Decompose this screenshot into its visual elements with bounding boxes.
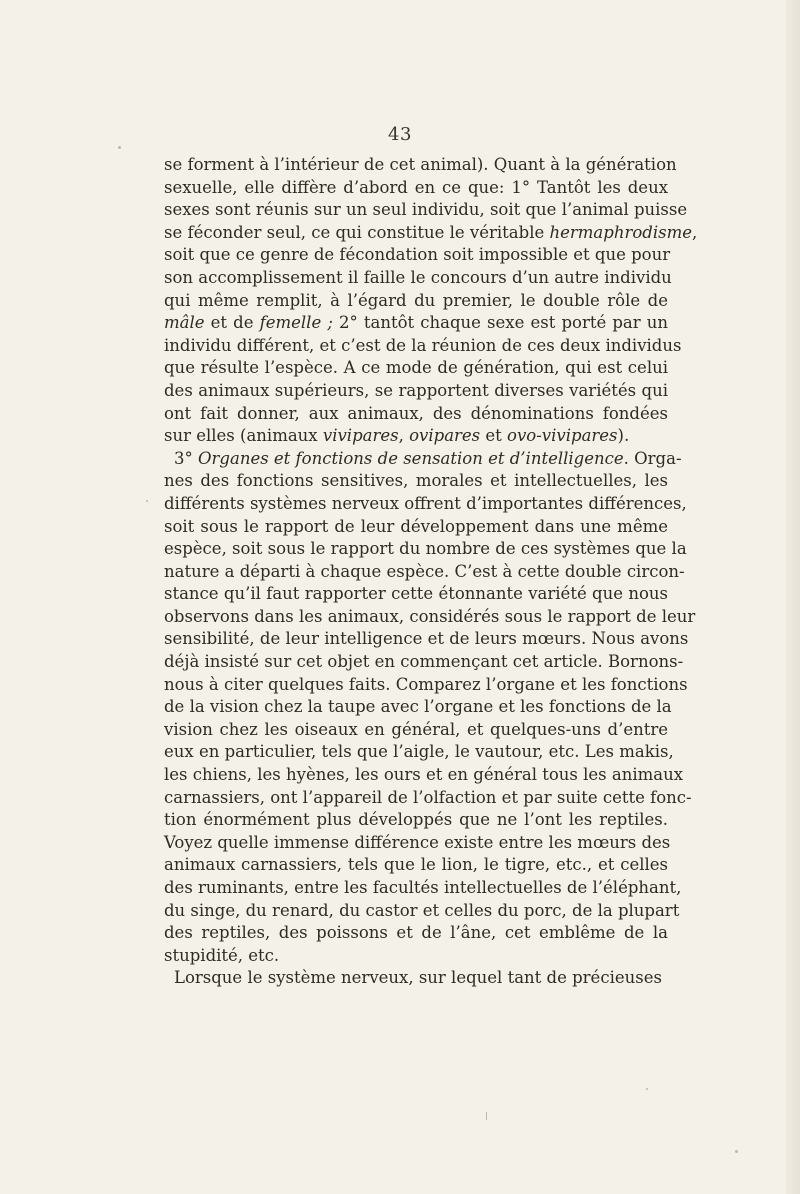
text-line xyxy=(164,199,688,222)
text-line xyxy=(164,922,668,945)
text-line xyxy=(164,561,685,584)
text-run: animaux carnassiers, tels que le lion, le tigre, etc., et celles xyxy=(164,855,668,875)
text-line xyxy=(164,357,668,380)
text-run: des reptiles, des poissons et de l’âne, cet emblême de la xyxy=(164,923,668,943)
text-line xyxy=(164,154,677,177)
text-run: des ruminants, entre les facultés intellectuelles de l’éléphant, xyxy=(164,878,682,897)
text-run: se féconder seul, ce qui constitue le véritable xyxy=(164,222,550,242)
text-line xyxy=(164,493,687,516)
text-run: carnassiers, ont l’appareil de l’olfaction et par suite cette fonc- xyxy=(164,787,692,807)
text-run: des animaux supérieurs, se rapportent diverses variétés qui xyxy=(164,380,668,400)
text-run: stance qu’il faut rapporter cette étonnante variété que nous xyxy=(164,584,668,604)
text-run: . Orga- xyxy=(623,448,682,468)
text-line xyxy=(164,516,668,539)
text-run: sexes sont réunis sur un seul individu, soit que l’animal puisse xyxy=(164,200,688,220)
text-run: nes des fonctions sensitives, morales et intellectuelles, les xyxy=(164,471,668,491)
italic-text: ovipares xyxy=(409,426,481,446)
scan-speck xyxy=(486,1112,487,1120)
text-line xyxy=(164,696,672,719)
text-run: ont fait donner, aux animaux, des dénominations fondées xyxy=(164,403,668,423)
text-run: que résulte l’espèce. A ce mode de génération, qui est celui xyxy=(164,358,668,378)
text-line xyxy=(164,628,689,651)
page-number: 43 xyxy=(388,124,412,145)
text-run: ). xyxy=(617,426,630,446)
text-line xyxy=(164,448,682,471)
text-run: sensibilité, de leur intelligence et de leurs mœurs. Nous avons xyxy=(164,629,689,649)
text-line xyxy=(164,719,668,742)
text-run: nature a départi à chaque espèce. C’est à cette double circon- xyxy=(164,561,685,581)
text-run: différents systèmes nerveux offrent d’importantes différences, xyxy=(164,493,687,513)
text-run: tion énormément plus développés que ne l’ont les reptiles. xyxy=(164,810,668,830)
text-run: son accomplissement il faille le concours d’un autre individu xyxy=(164,267,672,287)
text-line xyxy=(164,809,668,832)
text-run: nous à citer quelques faits. Comparez l’organe et les fonctions xyxy=(164,674,688,694)
text-line xyxy=(164,900,680,923)
text-run: stupidité, etc. xyxy=(164,945,280,965)
scan-speck xyxy=(118,146,121,149)
scan-speck xyxy=(146,500,148,502)
text-line xyxy=(164,403,668,426)
text-line xyxy=(164,945,668,968)
text-run: observons dans les animaux, considérés sous le rapport de leur xyxy=(164,606,696,626)
scan-speck xyxy=(735,1150,738,1153)
text-run: sur elles (animaux xyxy=(164,426,323,446)
text-run: 2° tantôt chaque sexe est porté par un xyxy=(332,313,668,333)
text-line xyxy=(164,380,668,403)
text-run: 3° xyxy=(174,448,198,468)
text-line xyxy=(164,832,671,855)
text-line xyxy=(164,651,684,674)
italic-text: mâle xyxy=(164,313,205,333)
text-line xyxy=(164,538,687,561)
text-run: et de xyxy=(204,313,260,333)
text-line xyxy=(164,177,668,200)
text-run: déjà insisté sur cet objet en commençant cet article. Bornons- xyxy=(164,652,684,672)
italic-text: femelle ; xyxy=(259,313,333,333)
text-run: soit sous le rapport de leur développement dans une même xyxy=(164,516,668,536)
text-run: et xyxy=(480,426,508,446)
text-line xyxy=(164,967,668,990)
body-text xyxy=(164,154,698,990)
text-run: vision chez les oiseaux en général, et quelques-uns d’entre xyxy=(164,719,668,739)
text-line xyxy=(164,470,668,493)
text-run: , xyxy=(398,426,410,446)
text-line xyxy=(164,244,671,267)
text-run: qui même remplit, à l’égard du premier, le double rôle de xyxy=(164,290,668,310)
text-line xyxy=(164,222,698,245)
text-line xyxy=(164,335,682,358)
text-line xyxy=(164,787,692,810)
text-run: soit que ce genre de fécondation soit impossible et que pour xyxy=(164,245,671,265)
text-line xyxy=(164,312,668,335)
text-run: eux en particulier, tels que l’aigle, le vautour, etc. Les makis, xyxy=(164,742,674,762)
text-run: les chiens, les hyènes, les ours et en général tous les animaux xyxy=(164,765,684,785)
text-line xyxy=(164,290,668,313)
text-run: Voyez quelle immense différence existe entre les mœurs des xyxy=(164,832,671,852)
text-line xyxy=(164,674,688,697)
text-run: sexuelle, elle diffère d’abord en ce que: 1° Tantôt les deux xyxy=(164,177,668,197)
text-run: , xyxy=(692,222,698,242)
text-run: se forment à l’intérieur de cet animal). Quant à la génération xyxy=(164,155,677,174)
text-line xyxy=(164,741,674,764)
scan-edge xyxy=(786,0,800,1194)
text-line xyxy=(164,854,668,877)
italic-text: ovo-vivipares xyxy=(507,426,618,446)
text-run: de la vision chez la taupe avec l’organe et les fonctions de la xyxy=(164,697,672,717)
text-run: Lorsque le système nerveux, sur lequel tant de précieuses xyxy=(174,968,662,988)
text-run: individu différent, et c’est de la réunion de ces deux individus xyxy=(164,335,682,355)
text-line xyxy=(164,877,682,900)
scan-speck xyxy=(646,1088,648,1090)
italic-text: vivipares xyxy=(322,426,399,446)
text-line xyxy=(164,764,684,787)
text-line xyxy=(164,606,696,629)
italic-text: hermaphrodisme xyxy=(549,222,692,242)
text-run: espèce, soit sous le rapport du nombre de ces systèmes que la xyxy=(164,539,687,559)
text-line xyxy=(164,425,668,448)
italic-text: Organes et fonctions de sensation et d’intelligence xyxy=(198,448,624,468)
text-line xyxy=(164,583,668,606)
text-line xyxy=(164,267,672,290)
text-run: du singe, du renard, du castor et celles du porc, de la plupart xyxy=(164,900,680,920)
